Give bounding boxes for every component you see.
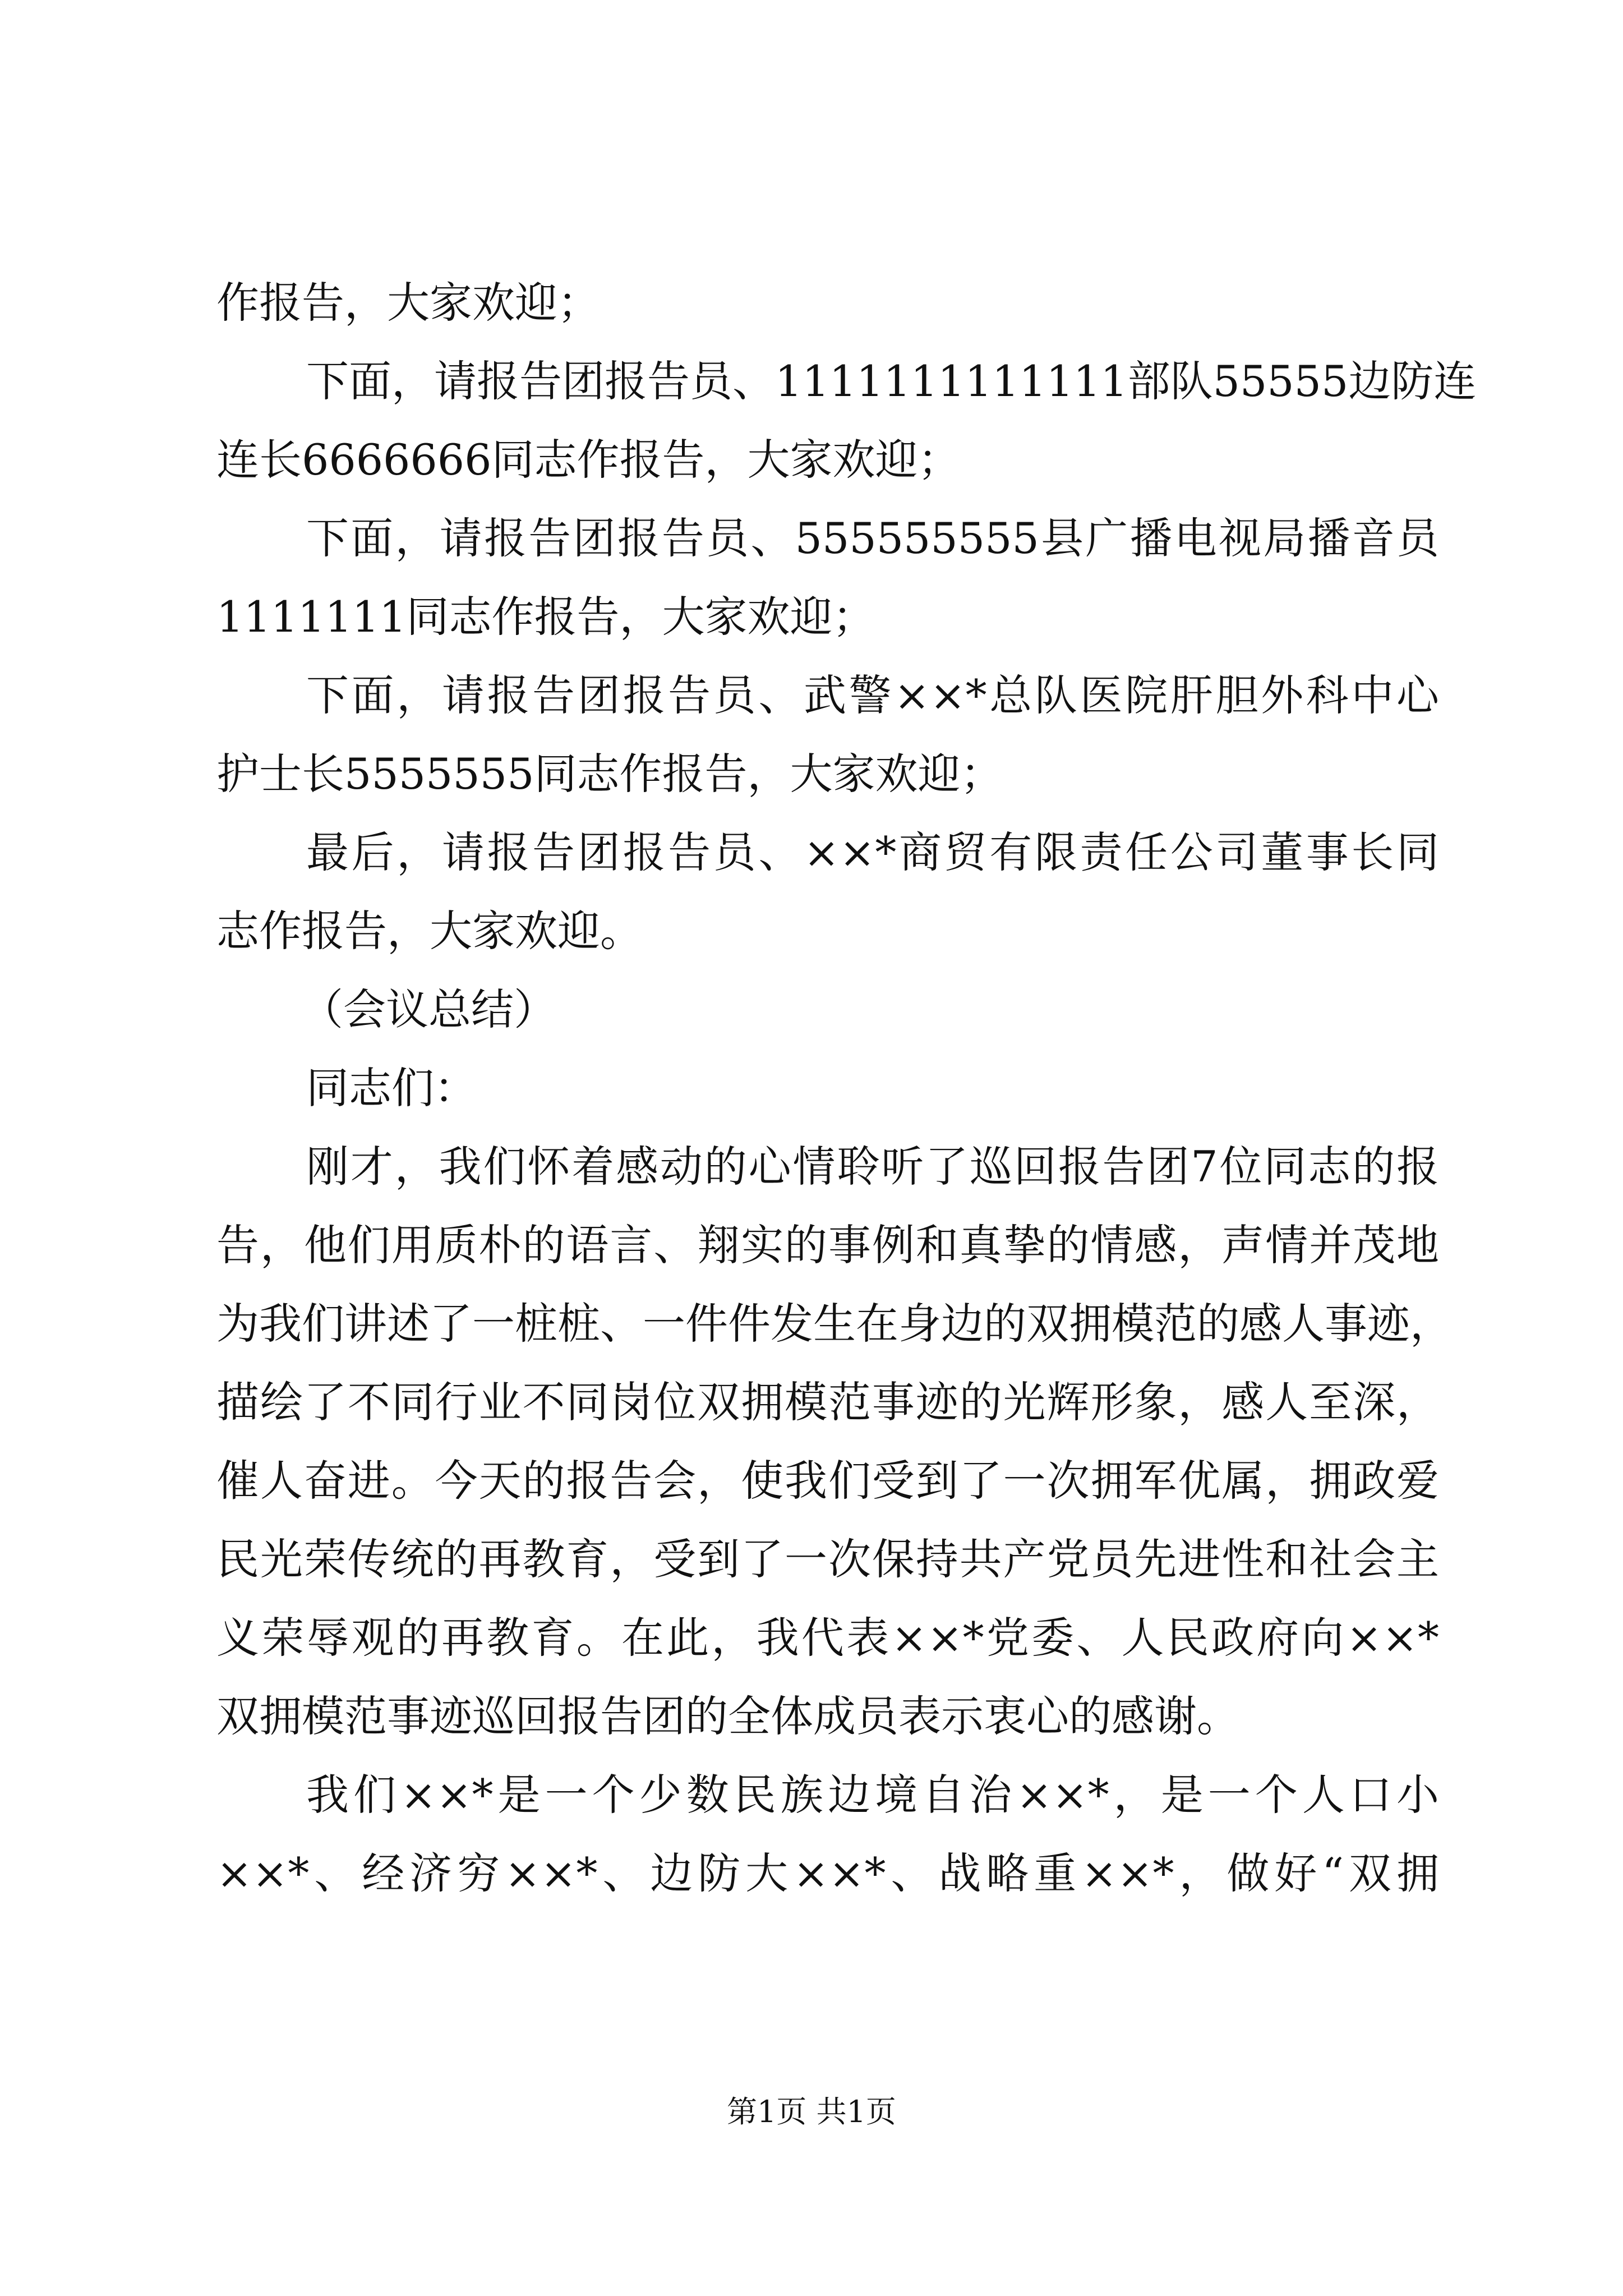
text-line: 下面，请报告团报告员、武警××*总队医院肝胆外科中心 — [306, 670, 1439, 720]
text-line: 下面，请报告团报告员、1111111111111部队55555边防连 — [306, 356, 1477, 406]
text-line: ××*、经济穷××*、边防大××*、战略重××*，做好“双拥 — [216, 1848, 1439, 1898]
salutation: 同志们： — [306, 1063, 477, 1113]
text-line: 义荣辱观的再教育。在此，我代表××*党委、人民政府向××* — [216, 1613, 1439, 1663]
section-heading: （会议总结） — [301, 984, 556, 1034]
text-line: 志作报告，大家欢迎。 — [216, 906, 643, 956]
text-line: 描绘了不同行业不同岗位双拥模范事迹的光辉形象，感人至深， — [216, 1377, 1439, 1427]
page-number-footer: 第1页 共1页 — [727, 2094, 896, 2129]
text-line: 作报告，大家欢迎； — [216, 278, 600, 328]
text-line: 告，他们用质朴的语言、翔实的事例和真挚的情感，声情并茂地 — [216, 1220, 1439, 1270]
text-line: 民光荣传统的再教育，受到了一次保持共产党员先进性和社会主 — [216, 1534, 1439, 1584]
text-line: 刚才，我们怀着感动的心情聆听了巡回报告团7位同志的报 — [306, 1142, 1439, 1191]
text-line: 催人奋进。今天的报告会，使我们受到了一次拥军优属，拥政爱 — [216, 1456, 1439, 1506]
text-line: 1111111同志作报告，大家欢迎； — [216, 592, 875, 642]
text-line: 下面，请报告团报告员、555555555县广播电视局播音员 — [306, 513, 1439, 563]
text-line: 为我们讲述了一桩桩、一件件发生在身边的双拥模范的感人事迹， — [216, 1299, 1453, 1349]
text-line: 我们××*是一个少数民族边境自治××*，是一个人口小 — [306, 1770, 1439, 1820]
document-body — [216, 264, 1477, 1913]
text-line: 连长6666666同志作报告，大家欢迎； — [216, 435, 961, 485]
text-line: 最后，请报告团报告员、××*商贸有限责任公司董事长同 — [306, 827, 1439, 877]
text-line: 双拥模范事迹巡回报告团的全体成员表示衷心的感谢。 — [216, 1691, 1239, 1741]
text-line: 护士长5555555同志作报告，大家欢迎； — [216, 749, 1003, 799]
